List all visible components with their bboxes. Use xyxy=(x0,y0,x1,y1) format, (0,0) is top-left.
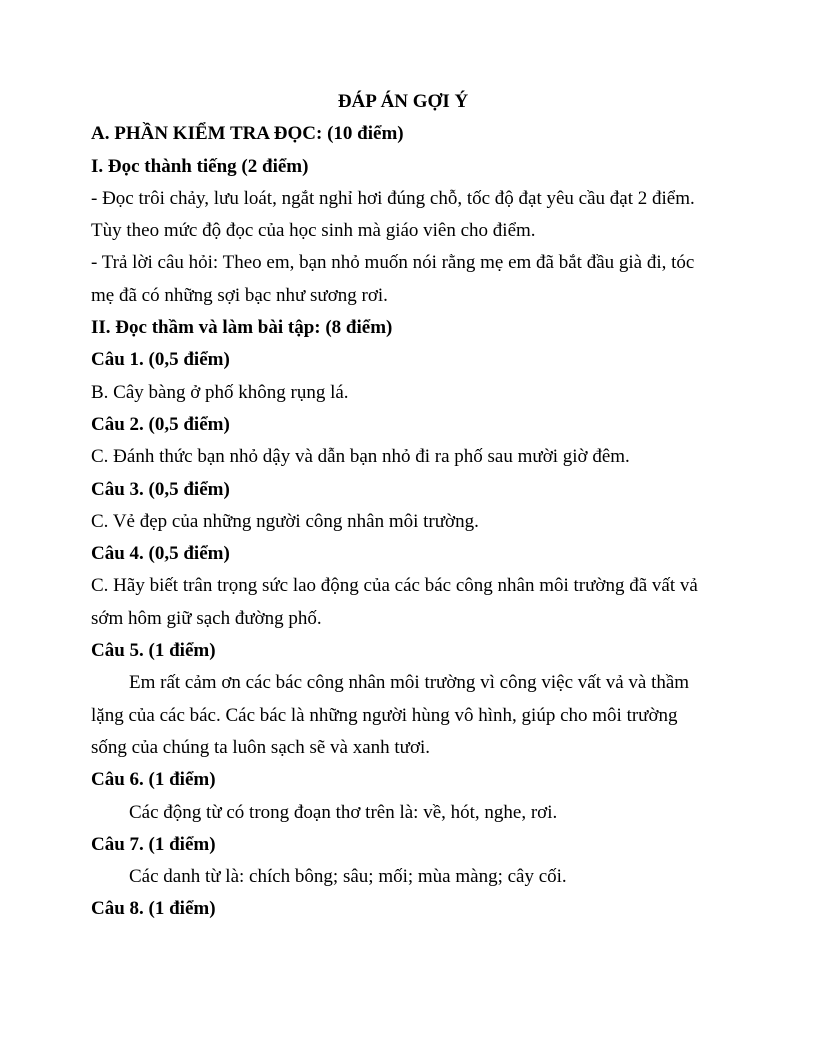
q3-heading: Câu 3. (0,5 điểm) xyxy=(91,478,230,500)
q6-answer: Các động từ có trong đoạn thơ trên là: về, hót, nghe, rơi. xyxy=(129,801,558,823)
q4-answer: C. Hãy biết trân trọng sức lao động của các bác công nhân môi trường đã vất vả sớm hôm giữ sạch đường phố. xyxy=(91,575,698,629)
q7-answer: Các danh từ là: chích bông; sâu; mối; mùa màng; cây cối. xyxy=(129,866,567,888)
q2-heading: Câu 2. (0,5 điểm) xyxy=(91,413,230,435)
section-i-heading: I. Đọc thành tiếng (2 điểm) xyxy=(91,155,309,177)
doc-title: ĐÁP ÁN GỢI Ý xyxy=(337,91,469,112)
q5-answer: Em rất cảm ơn các bác công nhân môi trường vì công việc vất vả và thầm lặng của các bác. Các bác là những người hùng vô hình, giúp cho môi trường sống của chúng ta luôn sạch sẽ và xanh tươi. xyxy=(91,672,690,758)
q8-heading: Câu 8. (1 điểm) xyxy=(91,898,216,920)
q6-heading: Câu 6. (1 điểm) xyxy=(91,769,216,791)
q3-answer: C. Vẻ đẹp của những người công nhân môi trường. xyxy=(91,510,479,532)
q4-heading: Câu 4. (0,5 điểm) xyxy=(91,543,230,565)
q2-answer: C. Đánh thức bạn nhỏ dậy và dẫn bạn nhỏ đi ra phố sau mười giờ đêm. xyxy=(91,446,630,468)
q5-heading: Câu 5. (1 điểm) xyxy=(91,640,216,662)
question-answer-paragraph: - Trả lời câu hỏi: Theo em, bạn nhỏ muốn nói rằng mẹ em đã bắt đầu già đi, tóc mẹ đã có những sợi bạc như sương rơi. xyxy=(91,252,695,306)
q1-heading: Câu 1. (0,5 điểm) xyxy=(91,349,230,371)
section-ii-heading: II. Đọc thầm và làm bài tập: (8 điểm) xyxy=(91,317,393,339)
q1-answer: B. Cây bàng ở phố không rụng lá. xyxy=(91,381,349,403)
q7-heading: Câu 7. (1 điểm) xyxy=(91,833,216,855)
reading-criteria-paragraph: - Đọc trôi chảy, lưu loát, ngắt nghỉ hơi đúng chỗ, tốc độ đạt yêu cầu đạt 2 điểm. Tùy theo mức độ đọc của học sinh mà giáo viên cho điểm. xyxy=(91,187,695,242)
part-a-heading: A. PHẦN KIỂM TRA ĐỌC: (10 điểm) xyxy=(91,123,404,145)
